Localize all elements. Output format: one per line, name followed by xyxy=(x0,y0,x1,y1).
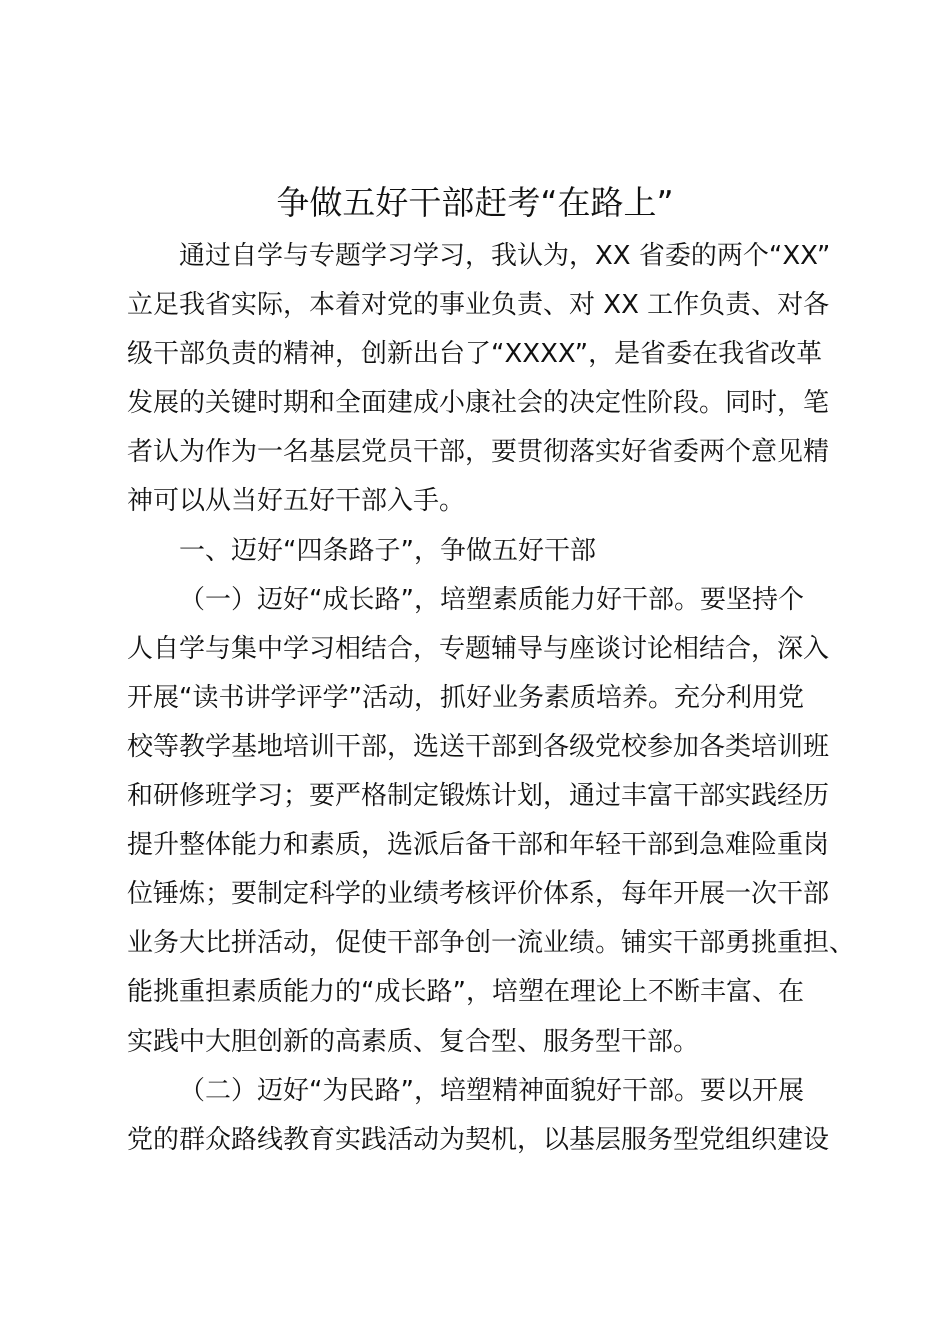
body-line: 立足我省实际，本着对党的事业负责、对 XX 工作负责、对各 xyxy=(127,290,830,321)
body-line: 者认为作为一名基层党员干部，要贯彻落实好省委两个意见精 xyxy=(127,437,830,468)
body-line: 发展的关键时期和全面建成小康社会的决定性阶段。同时，笔 xyxy=(127,388,830,419)
body-line: 和研修班学习；要严格制定锻炼计划，通过丰富干部实践经历 xyxy=(127,781,830,812)
body-line: 实践中大胆创新的高素质、复合型、服务型干部。 xyxy=(127,1026,700,1057)
body-line: 校等教学基地培训干部，选送干部到各级党校参加各类培训班 xyxy=(127,731,830,762)
body-line: 人自学与集中学习相结合，专题辅导与座谈讨论相结合，深入 xyxy=(127,633,830,664)
document-body xyxy=(127,232,856,1165)
body-line: 神可以从当好五好干部入手。 xyxy=(127,486,466,517)
body-line: 位锤炼；要制定科学的业绩考核评价体系，每年开展一次干部 xyxy=(127,879,830,910)
body-line: 能挑重担素质能力的“成长路”，培塑在理论上不断丰富、在 xyxy=(127,977,804,1008)
body-line: 开展“读书讲学评学”活动，抓好业务素质培养。充分利用党 xyxy=(127,682,804,713)
section-heading: 一、迈好“四条路子”，争做五好干部 xyxy=(179,535,596,566)
body-line: 提升整体能力和素质，选派后备干部和年轻干部到急难险重岗 xyxy=(127,830,830,861)
document-title: 争做五好干部赶考“在路上” xyxy=(276,183,674,222)
body-line: （一）迈好“成长路”，培塑素质能力好干部。要坚持个 xyxy=(179,584,804,615)
body-line: 业务大比拼活动，促使干部争创一流业绩。铺实干部勇挑重担、 xyxy=(127,928,856,959)
body-line: 级干部负责的精神，创新出台了“XXXX”，是省委在我省改革 xyxy=(127,339,823,370)
body-line: （二）迈好“为民路”，培塑精神面貌好干部。要以开展 xyxy=(179,1075,804,1106)
body-line: 通过自学与专题学习学习，我认为，XX 省委的两个“XX” xyxy=(179,241,831,271)
body-line: 党的群众路线教育实践活动为契机，以基层服务型党组织建设 xyxy=(127,1124,830,1155)
